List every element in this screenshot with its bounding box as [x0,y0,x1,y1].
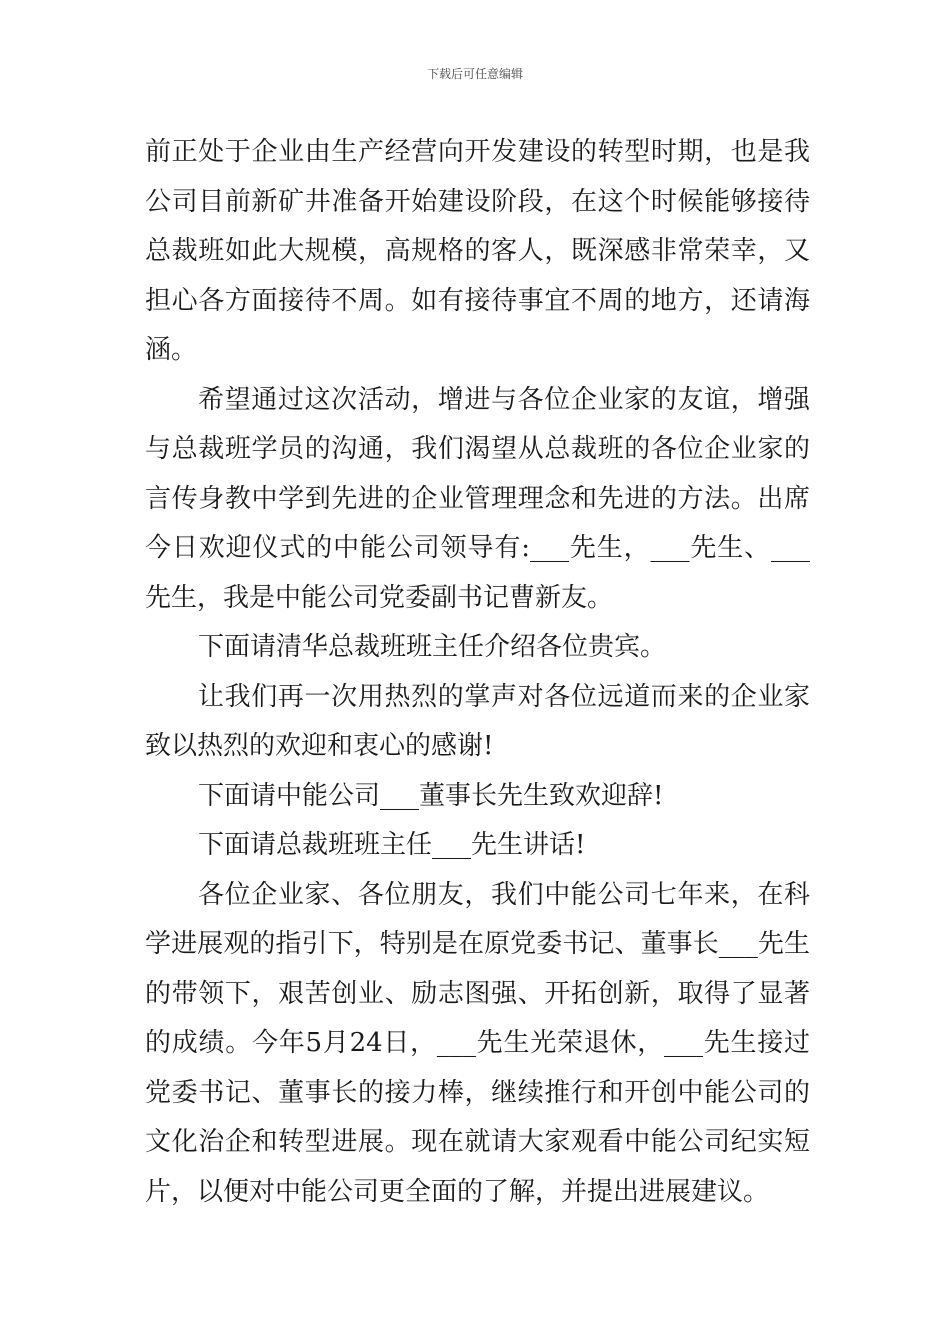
text-line: 下面请总裁班班主任___先生讲话! [198,830,586,860]
text-line: 担心各方面接待不周。如有接待事宜不周的地方，还请海 [145,285,810,316]
text-line: 公司目前新矿井准备开始建设阶段，在这个时候能够接待 [145,186,810,217]
text-line: 前正处于企业由生产经营向开发建设的转型时期，也是我 [145,137,810,167]
text-line: 的带领下，艰苦创业、励志图强、开拓创新，取得了显著 [145,978,810,1009]
text-line: 今日欢迎仪式的中能公司领导有:___先生，___先生、___ [145,533,810,563]
text-line: 言传身教中学到先进的企业管理理念和先进的方法。出席 [145,483,810,514]
text-line: 先生，我是中能公司党委副书记曹新友。 [145,582,614,613]
page-header: 下载后可任意编辑 [426,67,523,81]
text-line: 总裁班如此大规模，高规格的客人，既深感非常荣幸，又 [145,236,810,266]
text-line: 党委书记、董事长的接力棒，继续推行和开创中能公司的 [145,1077,810,1108]
text-line: 学进展观的指引下，特别是在原党委书记、董事长___先生 [145,929,810,959]
text-line: 文化治企和转型进展。现在就请大家观看中能公司纪实短 [145,1127,810,1157]
text-line: 片，以便对中能公司更全面的了解，并提出进展建议。 [145,1176,770,1207]
text-line: 各位企业家、各位朋友，我们中能公司七年来，在科 [198,879,810,910]
text-line: 下面请清华总裁班班主任介绍各位贵宾。 [198,632,667,662]
text-line: 涵。 [145,335,198,365]
document-body [145,128,810,1217]
text-line: 的成绩。今年5月24日，___先生光荣退休，___先生接过 [145,1028,810,1058]
text-line: 下面请中能公司___董事长先生致欢迎辞! [198,780,664,811]
text-line: 致以热烈的欢迎和衷心的感谢! [145,731,494,761]
text-line: 与总裁班学员的沟通，我们渴望从总裁班的各位企业家的 [145,434,810,464]
text-line: 希望通过这次活动，增进与各位企业家的友谊，增强 [198,384,810,415]
text-line: 让我们再一次用热烈的掌声对各位远道而来的企业家 [198,681,810,712]
